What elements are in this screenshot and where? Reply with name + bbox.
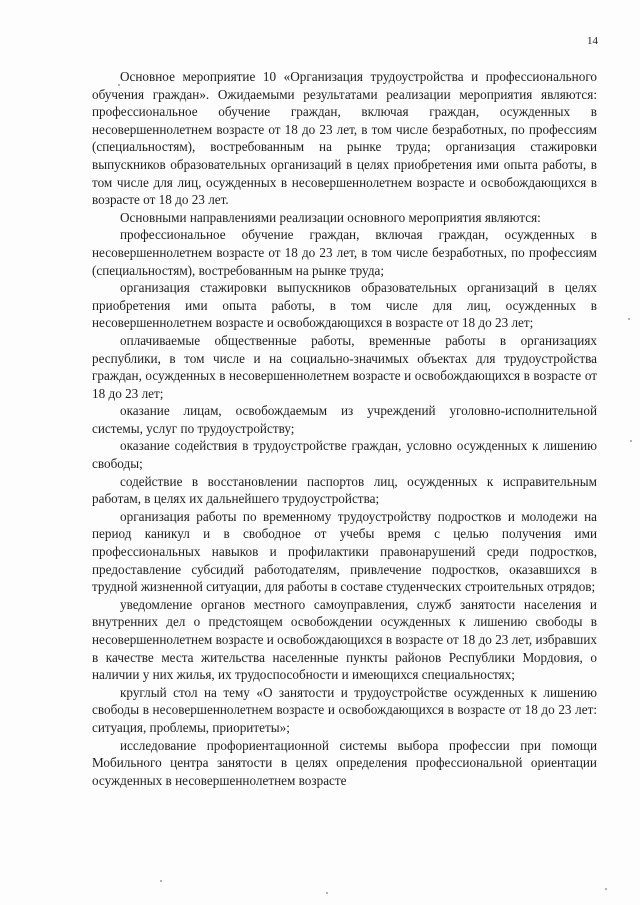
paragraph-paid-public-works: оплачиваемые общественные работы, временные работы в организациях республики, в том числе и на социально-значимых объектах для трудоустройства граждан, осужденных в несовершеннолетнем возрасте и освобождающихся в возрасте от 18 до 23 лет; — [92, 332, 597, 401]
scan-speck — [630, 440, 632, 442]
paragraph-professional-training: профессиональное обучение граждан, включая граждан, осужденных в несовершеннолетнем возрасте от 18 до 23 лет, в том числе безработных, по профессиям (специальностям), востребованным на рынке труда; — [92, 227, 597, 278]
page-number: 14 — [587, 35, 598, 47]
paragraph-round-table: круглый стол на тему «О занятости и трудоустройстве осужденных к лишению свободы в несовершеннолетнем возрасте и освобождающихся в возрасте от 18 до 23 лет: ситуация, проблемы, приоритеты»; — [92, 684, 597, 735]
scan-speck — [160, 880, 162, 882]
paragraph-event-10: Основное мероприятие 10 «Организация трудоустройства и профессионального обучения граждан». Ожидаемыми результатами реализации мероприятия являются: профессиональное обучение граждан, включая граждан, осужденных в несовершеннолетнем возрасте от 18 до 23 лет, в том числе безработных, по профессиям (специальностям), востребованным на рынке труда; организация стажировки выпускников образовательных организаций в целях приобретения ими опыта работы, в том числе для лиц, осужденных в несовершеннолетнем возрасте и освобождающихся в возрасте от 18 до 23 лет. — [92, 69, 597, 208]
paragraph-main-directions: Основными направлениями реализации основного мероприятия являются: — [120, 209, 541, 225]
paragraph-employment-services: оказание лицам, освобождаемым из учреждений уголовно-исполнительной системы, услуг по трудоустройству; — [92, 403, 597, 436]
paragraph-notification: уведомление органов местного самоуправления, служб занятости населения и внутренних дел о предстоящем освобождении осужденных к лишению свободы в несовершеннолетнем возрасте и освобождающихся в возрасте от 18 до 23 лет, избравших в качестве места жительства населенные пункты районов Республики Мордовия, о наличии у них жилья, их трудоспособности и имеющихся специальностях; — [92, 596, 597, 683]
scan-speck — [605, 888, 607, 890]
paragraph-career-research: исследование профориентационной системы выбора профессии при помощи Мобильного центра занятости в целях определения профессиональной ориентации осужденных в несовершеннолетнем возрасте — [92, 737, 597, 788]
scan-speck — [118, 84, 120, 86]
scan-speck — [628, 318, 630, 320]
document-body — [92, 68, 597, 789]
paragraph-passport-restoration: содействие в восстановлении паспортов лиц, осужденных к исправительным работам, в целях их дальнейшего трудоустройства; — [92, 473, 597, 507]
paragraph-youth-employment: организация работы по временному трудоустройству подростков и молодежи на период каникул и в свободное от учебы время с целью получения ими профессиональных навыков и профилактики правонарушений среди подростков, предоставление субсидий работодателям, привлечение подростков, оказавшихся в трудной жизненной ситуации, для работы в составе студенческих строительных отрядов; — [92, 508, 597, 595]
paragraph-internship: организация стажировки выпускников образовательных организаций в целях приобретения ими опыта работы, в том числе для лиц, осужденных в несовершеннолетнем возрасте и освобождающихся в возрасте от 18 до 23 лет; — [92, 280, 597, 331]
scan-speck — [326, 892, 328, 894]
paragraph-conditional-convicts: оказание содействия в трудоустройстве граждан, условно осужденных к лишению свободы; — [92, 438, 597, 472]
